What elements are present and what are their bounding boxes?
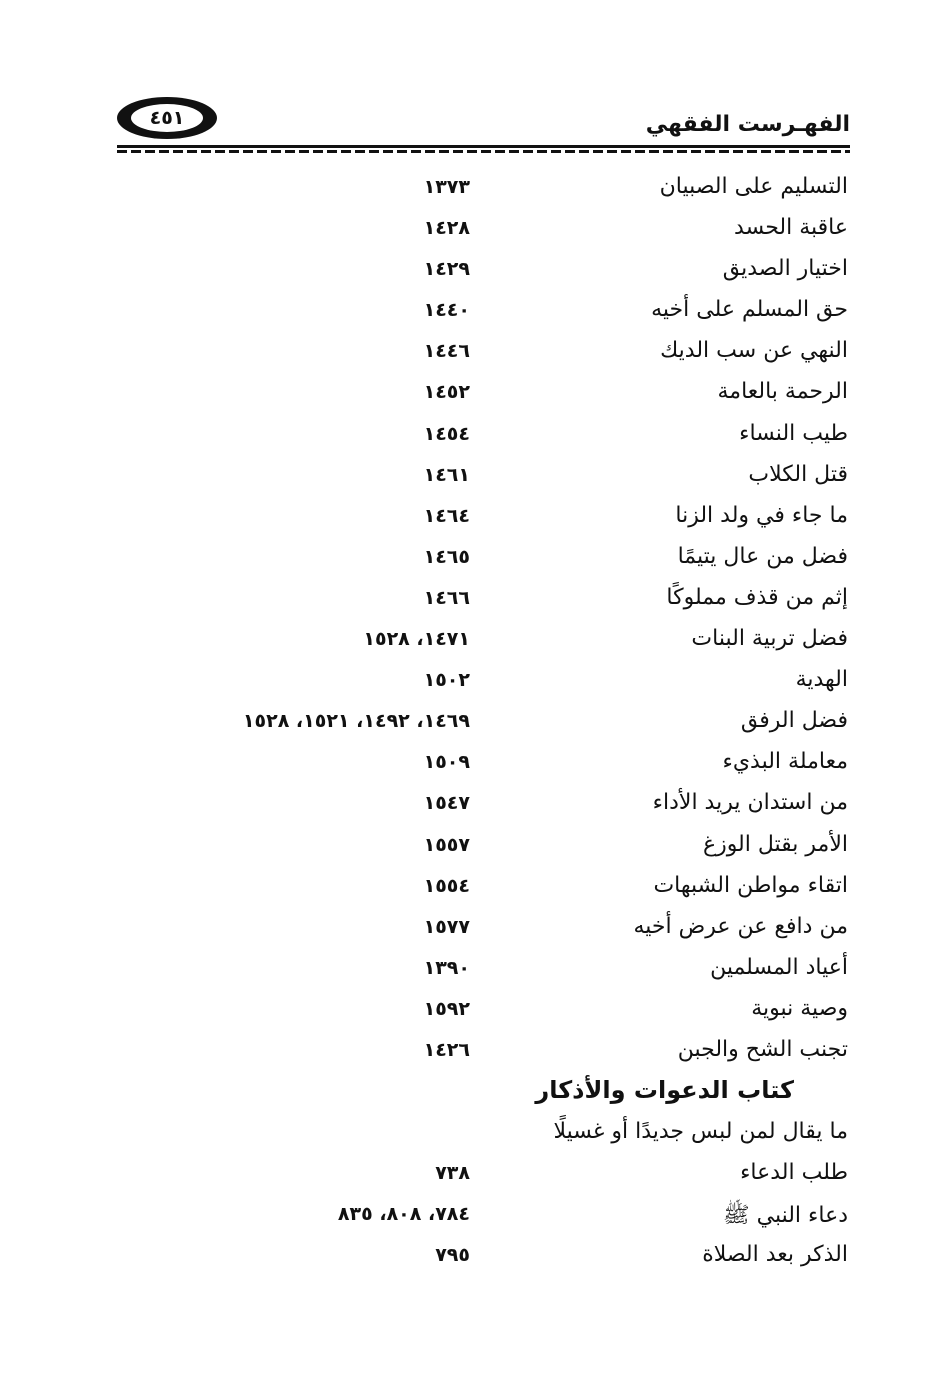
entry-topic: النهي عن سب الديك <box>660 338 848 364</box>
entry-topic: ما جاء في ولد الزنا <box>675 502 848 528</box>
entry-topic: وصية نبوية <box>751 995 848 1021</box>
running-title: الفهـرست الفقهي <box>645 112 850 137</box>
index-entry <box>0 702 944 743</box>
entry-pages: ١٤٤٦ <box>423 340 470 363</box>
entry-topic: أعياد المسلمين <box>710 954 848 980</box>
entry-pages: ١٤٦٦ <box>423 586 470 609</box>
index-entry <box>0 456 944 497</box>
index-entry <box>0 661 944 702</box>
index-entry <box>0 579 944 620</box>
index-entry <box>0 784 944 825</box>
entry-pages: ٧٩٥ <box>435 1244 470 1267</box>
entry-pages: ١٥٩٢ <box>423 997 470 1020</box>
index-entry <box>0 373 944 414</box>
page-header <box>0 0 944 160</box>
entry-topic: دعاء النبي ﷺ <box>723 1203 848 1229</box>
index-entry <box>0 867 944 908</box>
entry-pages: ١٣٩٠ <box>423 956 470 979</box>
header-rule-dashed <box>117 150 850 153</box>
entry-pages: ١٥٥٧ <box>423 833 470 856</box>
index-entry <box>0 209 944 250</box>
entry-topic: الهدية <box>795 667 848 693</box>
entry-pages: ١٥٠٢ <box>423 669 470 692</box>
index-entry <box>0 620 944 661</box>
index-entry <box>0 415 944 456</box>
entry-topic: حق المسلم على أخيه <box>651 297 848 323</box>
page-number-badge <box>117 97 217 139</box>
entry-topic: ما يقال لمن لبس جديدًا أو غسيلًا <box>553 1119 848 1145</box>
entry-pages: ١٤٦٤ <box>423 504 470 527</box>
entry-topic: تجنب الشح والجبن <box>677 1036 848 1062</box>
header-rule-solid <box>117 145 850 148</box>
entry-pages: ١٤٧١، ١٥٢٨ <box>363 628 470 651</box>
entry-pages: ١٤٦٥ <box>423 545 470 568</box>
entry-pages: ١٤٤٠ <box>423 299 470 322</box>
index-entry <box>0 497 944 538</box>
section-heading-text: كتاب الدعوات والأذكار <box>535 1076 794 1105</box>
index-entry <box>0 949 944 990</box>
index-entry <box>0 291 944 332</box>
entry-pages: ١٥٧٧ <box>423 915 470 938</box>
entry-pages: ٧٣٨ <box>435 1162 470 1185</box>
entry-pages: ١٤٢٨ <box>423 217 470 240</box>
index-entry <box>0 826 944 867</box>
entry-topic: التسليم على الصبيان <box>659 174 848 199</box>
index-list <box>0 168 944 1278</box>
index-entry <box>0 538 944 579</box>
entry-topic: اتقاء مواطن الشبهات <box>653 872 848 898</box>
entry-topic: معاملة البذيء <box>722 749 848 775</box>
index-entry <box>0 1113 944 1154</box>
index-entry <box>0 1031 944 1072</box>
entry-pages: ١٤٦١ <box>423 463 470 486</box>
index-entry <box>0 743 944 784</box>
entry-pages: ١٤٢٦ <box>423 1038 470 1061</box>
entry-topic: عاقبة الحسد <box>734 215 848 241</box>
entry-topic: الذكر بعد الصلاة <box>702 1242 848 1268</box>
entry-topic: فضل تربية البنات <box>691 626 848 652</box>
entry-pages: ١٥٤٧ <box>423 792 470 815</box>
index-entry <box>0 332 944 373</box>
entry-pages: ١٥٠٩ <box>423 751 470 774</box>
index-entry <box>0 250 944 291</box>
entry-pages: ١٤٥٢ <box>423 381 470 404</box>
entry-topic: الأمر بقتل الوزغ <box>702 831 848 857</box>
entry-topic: اختيار الصديق <box>722 256 848 282</box>
index-entry <box>0 168 944 209</box>
entry-topic: الرحمة بالعامة <box>717 379 848 405</box>
index-entry <box>0 1154 944 1195</box>
index-entry <box>0 1195 944 1236</box>
page-number: ٤٥١ <box>131 104 203 132</box>
entry-topic: من استدان يريد الأداء <box>652 790 848 816</box>
index-entry <box>0 1236 944 1277</box>
entry-pages: ١٤٢٩ <box>423 258 470 281</box>
index-entry <box>0 908 944 949</box>
entry-pages: ١٣٧٣ <box>423 176 470 198</box>
header-divider <box>117 145 850 154</box>
entry-topic: طيب النساء <box>739 420 848 446</box>
entry-topic: من دافع عن عرض أخيه <box>633 913 848 939</box>
entry-pages: ١٤٦٩، ١٤٩٢، ١٥٢١، ١٥٢٨ <box>242 710 470 733</box>
entry-pages: ٧٨٤، ٨٠٨، ٨٣٥ <box>337 1203 470 1226</box>
entry-topic: فضل الرفق <box>740 708 848 734</box>
entry-pages: ١٤٥٤ <box>423 422 470 445</box>
entry-pages: ١٥٥٤ <box>423 874 470 897</box>
entry-topic: فضل من عال يتيمًا <box>677 543 848 569</box>
entry-topic: طلب الدعاء <box>740 1160 848 1186</box>
entry-topic: قتل الكلاب <box>748 461 848 487</box>
index-entry <box>0 990 944 1031</box>
entry-topic: إثم من قذف مملوكًا <box>666 584 848 610</box>
section-heading <box>0 1072 944 1113</box>
